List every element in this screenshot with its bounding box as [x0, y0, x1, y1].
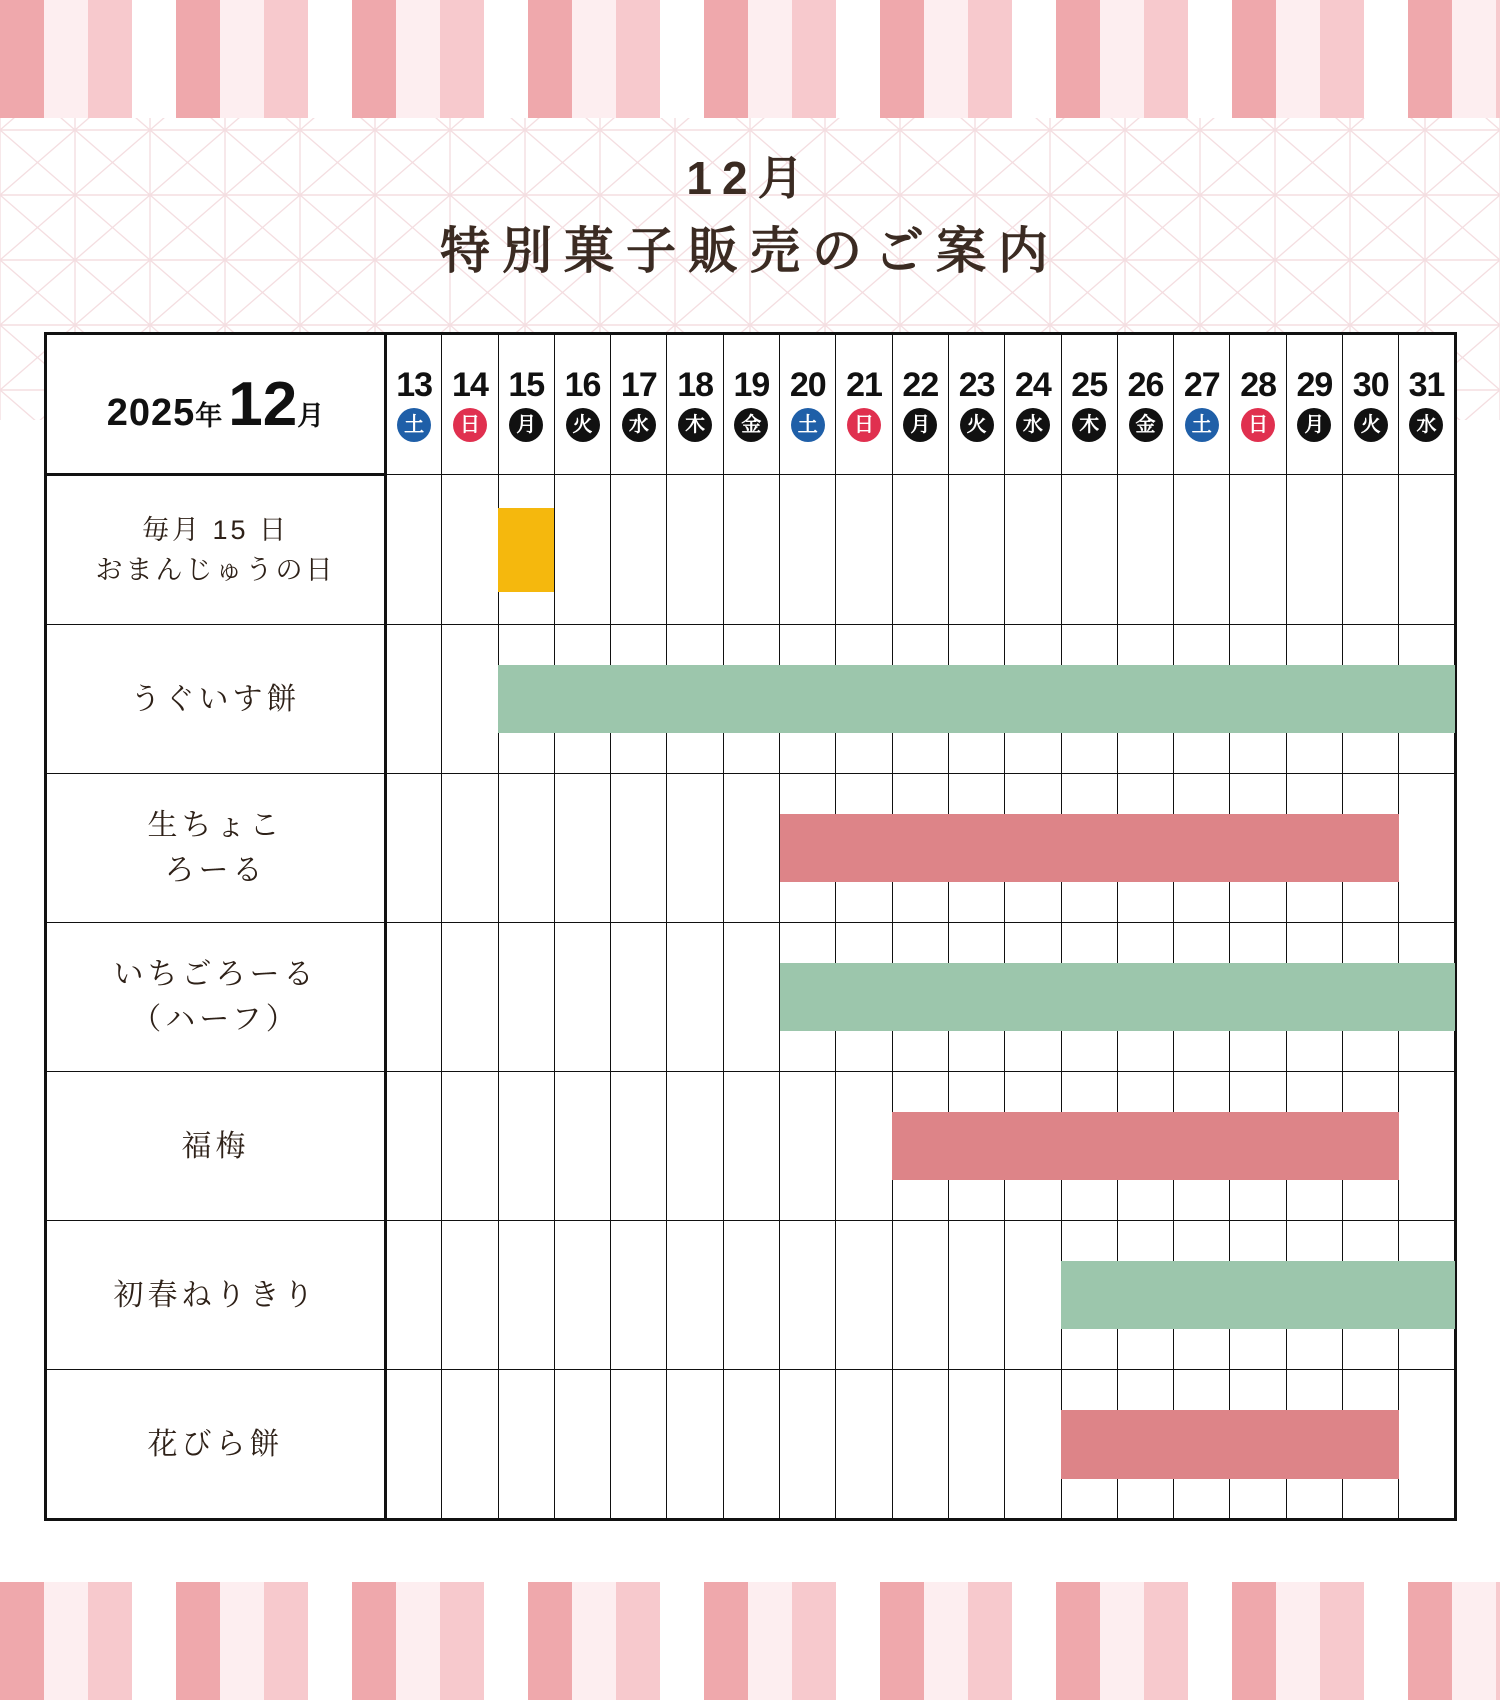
schedule-cell	[1399, 475, 1455, 625]
schedule-cell	[1117, 1072, 1173, 1221]
schedule-cell	[1230, 1370, 1286, 1520]
schedule-cell	[892, 625, 948, 774]
schedule-cell	[554, 625, 610, 774]
schedule-cell	[1061, 923, 1117, 1072]
schedule-cell	[723, 923, 779, 1072]
weekday-badge-wrap	[780, 402, 835, 442]
schedule-cell	[611, 923, 667, 1072]
schedule-cell	[1061, 1072, 1117, 1221]
weekday-badge-wrap	[1062, 402, 1117, 442]
day-header-25	[1061, 334, 1117, 475]
weekday-badge: 木	[1072, 408, 1106, 442]
schedule-cell	[1343, 774, 1399, 923]
day-header-27	[1174, 334, 1230, 475]
product-label-cell	[46, 475, 386, 625]
day-header-19	[723, 334, 779, 475]
schedule-cell	[836, 475, 892, 625]
weekday-badge-wrap	[1343, 402, 1398, 442]
schedule-cell	[1286, 625, 1342, 774]
weekday-badge: 月	[509, 408, 543, 442]
schedule-cell	[1117, 1370, 1173, 1520]
page-title	[0, 150, 1500, 289]
schedule-cell	[1174, 1221, 1230, 1370]
schedule-cell	[1174, 923, 1230, 1072]
schedule-cell	[498, 625, 554, 774]
schedule-cell	[498, 1370, 554, 1520]
schedule-cell	[442, 774, 498, 923]
weekday-badge-wrap	[499, 402, 554, 442]
table-row	[46, 625, 1456, 774]
day-number: 23	[958, 365, 995, 404]
schedule-cell	[1005, 625, 1061, 774]
schedule-cell	[1286, 1072, 1342, 1221]
product-label-line: ろーる	[164, 854, 267, 887]
schedule-cell	[1230, 1221, 1286, 1370]
schedule-cell	[386, 1221, 442, 1370]
schedule-cell	[554, 1370, 610, 1520]
product-label-cell	[46, 1072, 386, 1221]
schedule-cell	[386, 1370, 442, 1520]
day-header-23	[948, 334, 1004, 475]
product-label-line: （ハーフ）	[131, 1003, 300, 1036]
schedule-cell	[498, 1072, 554, 1221]
schedule-cell	[1230, 475, 1286, 625]
schedule-cell	[948, 625, 1004, 774]
schedule-cell	[554, 1221, 610, 1370]
header-year: 2025	[106, 391, 196, 434]
table-row	[46, 475, 1456, 625]
schedule-cell	[1005, 475, 1061, 625]
schedule-cell	[611, 625, 667, 774]
schedule-cell	[442, 625, 498, 774]
table-header-row	[46, 334, 1456, 475]
schedule-cell	[892, 475, 948, 625]
table-row	[46, 774, 1456, 923]
schedule-cell	[1399, 1370, 1455, 1520]
weekday-badge: 月	[1297, 408, 1331, 442]
schedule-cell	[892, 1221, 948, 1370]
schedule-cell	[1286, 774, 1342, 923]
day-number: 27	[1183, 365, 1220, 404]
schedule-cell	[611, 1072, 667, 1221]
day-header-30	[1343, 334, 1399, 475]
header-year-unit: 年	[195, 400, 223, 431]
weekday-badge: 火	[960, 408, 994, 442]
schedule-cell	[892, 774, 948, 923]
weekday-badge-wrap	[949, 402, 1004, 442]
weekday-badge-wrap	[611, 402, 666, 442]
schedule-cell	[554, 475, 610, 625]
schedule-cell	[386, 475, 442, 625]
day-header-17	[611, 334, 667, 475]
day-header-20	[780, 334, 836, 475]
product-label-line: うぐいす餅	[130, 682, 301, 716]
schedule-cell	[948, 1221, 1004, 1370]
day-header-29	[1286, 334, 1342, 475]
weekday-badge: 月	[903, 408, 937, 442]
schedule-cell	[1005, 1072, 1061, 1221]
day-number: 21	[846, 365, 882, 404]
schedule-cell	[836, 1221, 892, 1370]
sales-schedule-table	[44, 332, 1457, 1521]
weekday-badge: 木	[678, 408, 712, 442]
day-header-31	[1399, 334, 1455, 475]
schedule-cell	[611, 774, 667, 923]
weekday-badge-wrap	[1230, 402, 1285, 442]
schedule-cell	[386, 923, 442, 1072]
day-header-28	[1230, 334, 1286, 475]
schedule-cell	[667, 475, 723, 625]
schedule-cell	[1399, 923, 1455, 1072]
schedule-cell	[1286, 1370, 1342, 1520]
day-number: 22	[902, 365, 939, 404]
day-number: 29	[1296, 365, 1333, 404]
schedule-cell	[1343, 1072, 1399, 1221]
product-label-line: おまんじゅうの日	[95, 555, 336, 585]
weekday-badge: 金	[1129, 408, 1163, 442]
schedule-cell	[1399, 1221, 1455, 1370]
schedule-cell	[386, 774, 442, 923]
schedule-cell	[667, 1370, 723, 1520]
schedule-cell	[386, 625, 442, 774]
day-number: 28	[1240, 365, 1277, 404]
schedule-cell	[948, 475, 1004, 625]
schedule-cell	[1174, 774, 1230, 923]
schedule-cell	[892, 923, 948, 1072]
schedule-cell	[1343, 1221, 1399, 1370]
schedule-cell	[836, 1370, 892, 1520]
product-label-cell	[46, 774, 386, 923]
schedule-cell	[611, 475, 667, 625]
weekday-badge-wrap	[893, 402, 948, 442]
schedule-cell	[723, 774, 779, 923]
header-year-month-cell	[46, 334, 386, 475]
weekday-badge-wrap	[724, 402, 779, 442]
day-header-14	[442, 334, 498, 475]
schedule-cell	[1230, 625, 1286, 774]
schedule-cell	[498, 475, 554, 625]
weekday-badge: 火	[566, 408, 600, 442]
schedule-cell	[1286, 475, 1342, 625]
schedule-cell	[498, 1221, 554, 1370]
day-number: 25	[1071, 365, 1108, 404]
schedule-cell	[780, 1221, 836, 1370]
title-main-line: 特別菓子販売のご案内	[440, 222, 1060, 279]
table-row	[46, 1370, 1456, 1520]
day-header-21	[836, 334, 892, 475]
schedule-cell	[780, 1370, 836, 1520]
schedule-cell	[780, 475, 836, 625]
weekday-badge: 水	[1016, 408, 1050, 442]
schedule-cell	[386, 1072, 442, 1221]
schedule-cell	[442, 1221, 498, 1370]
weekday-badge-wrap	[442, 402, 497, 442]
schedule-cell	[1230, 923, 1286, 1072]
schedule-cell	[723, 625, 779, 774]
schedule-cell	[1005, 923, 1061, 1072]
schedule-cell	[1230, 1072, 1286, 1221]
product-label-line: 毎月 15 日	[141, 514, 290, 545]
schedule-cell	[1061, 475, 1117, 625]
schedule-cell	[948, 1072, 1004, 1221]
schedule-cell	[1117, 923, 1173, 1072]
schedule-cell	[892, 1072, 948, 1221]
schedule-cell	[1399, 774, 1455, 923]
header-month: 12	[228, 369, 298, 439]
product-label-cell	[46, 625, 386, 774]
weekday-badge: 火	[1354, 408, 1388, 442]
weekday-badge: 日	[847, 408, 881, 442]
day-number: 17	[620, 365, 657, 404]
title-month-line: 12月	[686, 152, 814, 204]
schedule-cell	[1343, 625, 1399, 774]
table-row	[46, 923, 1456, 1072]
schedule-cell	[554, 923, 610, 1072]
weekday-badge: 水	[1409, 408, 1443, 442]
weekday-badge: 日	[1241, 408, 1275, 442]
product-label-cell	[46, 1221, 386, 1370]
schedule-cell	[1005, 774, 1061, 923]
day-number: 16	[564, 365, 601, 404]
weekday-badge-wrap	[667, 402, 722, 442]
schedule-cell	[836, 625, 892, 774]
schedule-cell	[667, 625, 723, 774]
day-number: 26	[1127, 365, 1164, 404]
weekday-badge: 水	[622, 408, 656, 442]
weekday-badge: 金	[734, 408, 768, 442]
weekday-badge-wrap	[555, 402, 610, 442]
schedule-cell	[667, 1072, 723, 1221]
schedule-cell	[1117, 774, 1173, 923]
schedule-cell	[780, 625, 836, 774]
schedule-cell	[948, 923, 1004, 1072]
schedule-cell	[1343, 1370, 1399, 1520]
day-number: 20	[789, 365, 826, 404]
schedule-cell	[1230, 774, 1286, 923]
schedule-cell	[1286, 1221, 1342, 1370]
product-label-cell	[46, 1370, 386, 1520]
day-number: 31	[1408, 365, 1445, 404]
schedule-cell	[667, 774, 723, 923]
schedule-cell	[836, 923, 892, 1072]
schedule-cell	[723, 1221, 779, 1370]
schedule-cell	[667, 1221, 723, 1370]
schedule-cell	[723, 475, 779, 625]
schedule-cell	[1061, 1370, 1117, 1520]
schedule-cell	[611, 1221, 667, 1370]
product-label-line: 花びら餅	[147, 1427, 284, 1461]
day-number: 30	[1352, 365, 1389, 404]
weekday-badge-wrap	[1118, 402, 1173, 442]
weekday-badge: 日	[453, 408, 487, 442]
product-label-line: 生ちょこ	[147, 809, 284, 842]
table-row	[46, 1072, 1456, 1221]
weekday-badge-wrap	[1005, 402, 1060, 442]
schedule-cell	[442, 1370, 498, 1520]
day-number: 18	[677, 365, 714, 404]
schedule-cell	[1117, 625, 1173, 774]
table-row	[46, 1221, 1456, 1370]
schedule-cell	[892, 1370, 948, 1520]
schedule-cell	[948, 774, 1004, 923]
schedule-cell	[948, 1370, 1004, 1520]
schedule-cell	[780, 774, 836, 923]
schedule-cell	[498, 923, 554, 1072]
day-header-16	[554, 334, 610, 475]
schedule-cell	[1061, 1221, 1117, 1370]
schedule-cell	[1343, 923, 1399, 1072]
day-header-15	[498, 334, 554, 475]
schedule-cell	[780, 923, 836, 1072]
day-number: 14	[452, 365, 488, 404]
schedule-cell	[1061, 774, 1117, 923]
schedule-cell	[1117, 475, 1173, 625]
day-number: 15	[508, 365, 545, 404]
schedule-cell	[554, 1072, 610, 1221]
schedule-cell	[1061, 625, 1117, 774]
day-header-26	[1117, 334, 1173, 475]
day-header-18	[667, 334, 723, 475]
product-label-line: いちごろーる	[113, 958, 318, 991]
day-number: 13	[396, 365, 433, 404]
schedule-cell	[611, 1370, 667, 1520]
schedule-cell	[498, 774, 554, 923]
schedule-cell	[667, 923, 723, 1072]
header-month-unit: 月	[297, 400, 325, 431]
schedule-cell	[723, 1370, 779, 1520]
schedule-cell	[1343, 475, 1399, 625]
schedule-cell	[723, 1072, 779, 1221]
product-label-cell	[46, 923, 386, 1072]
day-number: 19	[733, 365, 770, 404]
schedule-cell	[836, 774, 892, 923]
weekday-badge-wrap	[1287, 402, 1342, 442]
schedule-cell	[1005, 1370, 1061, 1520]
day-number: 24	[1015, 365, 1051, 404]
weekday-badge-wrap	[1399, 402, 1453, 442]
product-label-line: 初春ねりきり	[113, 1278, 318, 1312]
schedule-cell	[442, 475, 498, 625]
schedule-cell	[1399, 1072, 1455, 1221]
schedule-cell	[1005, 1221, 1061, 1370]
schedule-cell	[780, 1072, 836, 1221]
day-header-24	[1005, 334, 1061, 475]
schedule-cell	[1174, 1370, 1230, 1520]
weekday-badge-wrap	[836, 402, 891, 442]
product-label-line: 福梅	[181, 1129, 250, 1163]
schedule-cell	[836, 1072, 892, 1221]
weekday-badge: 土	[397, 408, 431, 442]
day-header-22	[892, 334, 948, 475]
weekday-badge-wrap	[1174, 402, 1229, 442]
schedule-cell	[442, 923, 498, 1072]
schedule-cell	[1174, 475, 1230, 625]
schedule-cell	[1174, 1072, 1230, 1221]
schedule-cell	[442, 1072, 498, 1221]
weekday-badge: 土	[1185, 408, 1219, 442]
day-header-13	[386, 334, 442, 475]
schedule-cell	[1174, 625, 1230, 774]
weekday-badge: 土	[791, 408, 825, 442]
schedule-cell	[1399, 625, 1455, 774]
schedule-cell	[1117, 1221, 1173, 1370]
weekday-badge-wrap	[387, 402, 441, 442]
schedule-cell	[1286, 923, 1342, 1072]
schedule-cell	[554, 774, 610, 923]
